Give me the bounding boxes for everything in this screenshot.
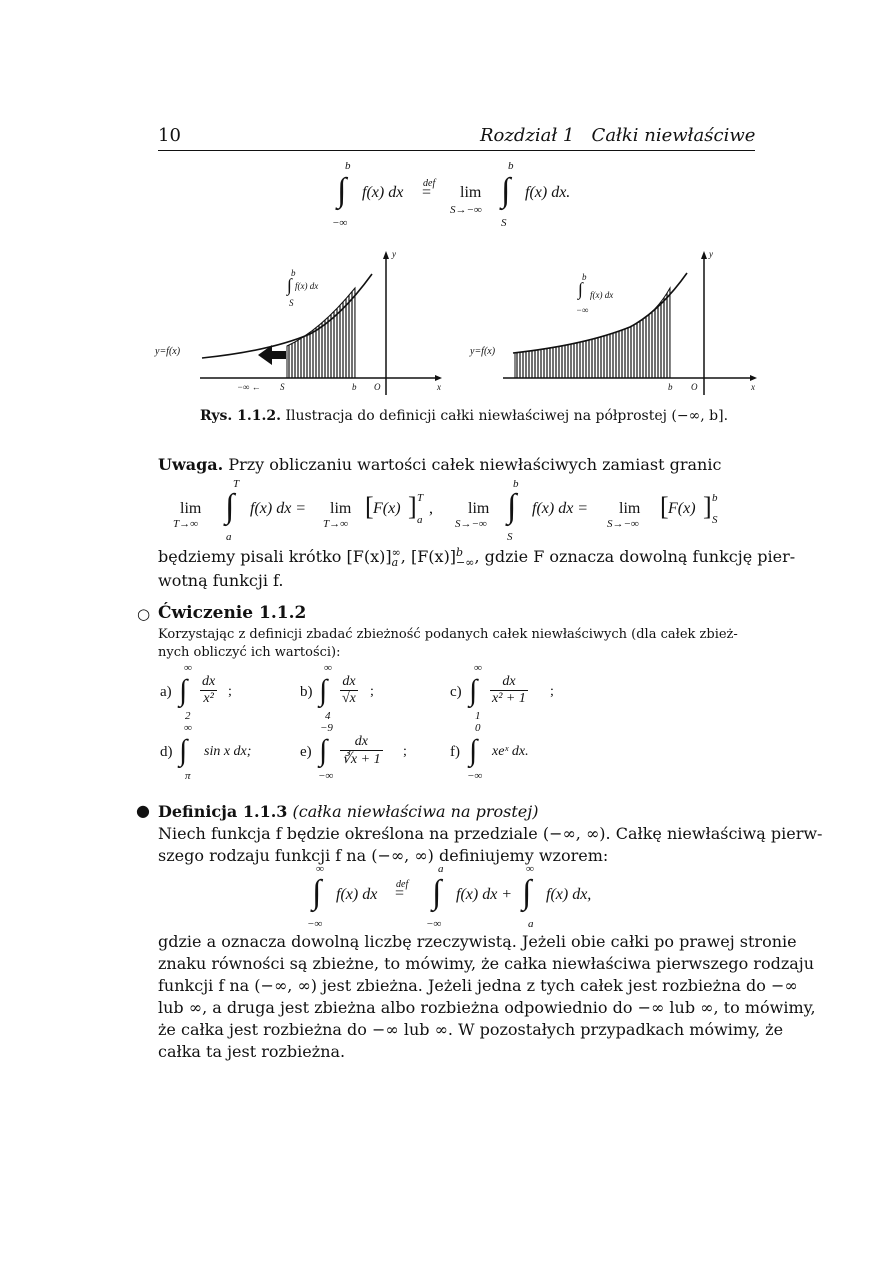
top-int2-lower: S [501, 217, 507, 229]
left-x-label: x [437, 382, 441, 392]
remark-after-b-low: −∞ [456, 555, 475, 569]
left-int-lower: S [289, 298, 294, 308]
definition-para-0: gdzie a oznacza dowolną liczbę rzeczywistą. Jeżeli obie całki po prawej stronie [158, 932, 797, 951]
item-e-num: dx [340, 734, 383, 751]
definition-para-4: że całka jest rozbieżna do −∞ lub ∞. W pozostałych przypadkach mówimy, że [158, 1020, 784, 1039]
page-number: 10 [158, 125, 181, 146]
caption-label: Rys. 1.1.2. [200, 408, 281, 424]
remark-after-line1 [158, 545, 796, 569]
f1-lim2-sub: T→∞ [323, 518, 348, 530]
figure-right [465, 245, 765, 405]
remark-intro [158, 454, 758, 476]
top-formula [320, 160, 620, 235]
running-title: Rozdział 1 Całki niewłaściwe [480, 125, 756, 146]
item-f-upper: 0 [475, 722, 481, 734]
exercise-text-2: nych obliczyć ich wartości): [158, 645, 341, 660]
remark-formula-2 [450, 478, 750, 548]
right-int-body: f(x) dx [590, 290, 614, 300]
remark-formula-1 [170, 478, 450, 548]
item-c-den: x² + 1 [492, 691, 526, 706]
item-d-lower: π [185, 770, 191, 782]
item-c-num: dx [490, 674, 528, 691]
f1-lim: lim [180, 500, 202, 517]
figure-right-svg [465, 245, 765, 405]
left-curve-label: y=f(x) [155, 346, 181, 357]
remark-label: Uwaga. [158, 455, 224, 474]
f2-br-upper: b [712, 492, 718, 504]
remark-after-a-up: ∞ [391, 545, 401, 559]
definition-line2: szego rodzaju funkcji f na (−∞, ∞) definiujemy wzorem: [158, 846, 609, 865]
item-e-lower: −∞ [318, 770, 334, 782]
def-int1: ∫ [312, 874, 322, 911]
top-int2-sign: ∫ [501, 172, 511, 209]
definition-line1: Niech funkcja f będzie określona na przedziale (−∞, ∞). Całkę niewłaściwą pierw- [158, 824, 823, 843]
f2-lim: lim [468, 500, 490, 517]
def-u1: ∞ [316, 863, 324, 875]
top-int1-lower: −∞ [332, 217, 348, 229]
item-e-upper: −9 [320, 722, 333, 734]
item-f-int: ∫ [469, 734, 478, 767]
figure-left-svg [150, 245, 450, 405]
top-int2-upper: b [508, 160, 514, 172]
item-e-frac [340, 734, 383, 768]
item-a-num: dx [202, 674, 216, 689]
remark-after-line2: wotną funkcji f. [158, 571, 284, 590]
f1-int-sign: ∫ [225, 488, 235, 525]
top-int1-upper: b [345, 160, 351, 172]
exercise-item-a [160, 662, 280, 724]
item-a-den: x² [203, 691, 214, 706]
f1-rbracket: ] [408, 492, 417, 521]
def-l1: −∞ [307, 918, 323, 930]
item-e-label: e) [300, 744, 312, 760]
item-b-upper: ∞ [324, 662, 332, 674]
remark-after-b-up: b [456, 545, 464, 559]
top-int1-sign: ∫ [337, 172, 347, 209]
f1-body: f(x) dx = [250, 500, 307, 517]
def-u2: a [438, 863, 444, 875]
definition-marker: ● [136, 801, 150, 820]
item-a-tail: ; [228, 684, 232, 699]
f2-bracket: F(x) [668, 500, 696, 517]
left-int-upper: b [291, 268, 296, 278]
f1-lbracket: [ [365, 492, 374, 521]
f2-lim2-sub: S→−∞ [607, 518, 639, 530]
item-a-label: a) [160, 684, 172, 700]
def-eq: = [395, 885, 405, 902]
exercise-item-b [300, 662, 420, 724]
f1-upper: T [233, 478, 240, 490]
top-lim-sub: S→−∞ [450, 204, 482, 216]
remark-after-tail: , gdzie F oznacza dowolną funkcję pier- [474, 547, 796, 566]
f2-rbracket: ] [703, 492, 712, 521]
item-a-int: ∫ [179, 674, 188, 707]
item-b-den: √x [342, 691, 356, 706]
f2-upper: b [513, 478, 519, 490]
top-def: def [423, 178, 436, 189]
def-b2: f(x) dx + [456, 886, 513, 903]
item-d-label: d) [160, 744, 173, 760]
f2-lim2: lim [619, 500, 641, 517]
exercise-item-d [160, 722, 300, 784]
f2-br-lower: S [712, 514, 718, 526]
item-b-label: b) [300, 684, 313, 700]
exercise-title: Ćwiczenie 1.1.2 [158, 603, 307, 623]
def-l3: a [528, 918, 534, 930]
item-c-frac [490, 674, 528, 707]
item-f-body: xeˣ dx. [492, 744, 529, 759]
definition-subtitle: (całka niewłaściwa na prostej) [292, 802, 539, 821]
figure-caption [200, 408, 740, 424]
top-int1-body: f(x) dx [362, 184, 404, 201]
top-int2-body: f(x) dx. [525, 184, 571, 201]
item-c-tail: ; [550, 684, 554, 699]
f2-int-sign: ∫ [507, 488, 517, 525]
exercise-item-f [450, 722, 590, 784]
item-d-body: sin x dx; [204, 744, 252, 759]
definition-para-5: całka ta jest rozbieżna. [158, 1042, 346, 1061]
item-d-upper: ∞ [184, 722, 192, 734]
left-int-body: f(x) dx [295, 281, 319, 291]
item-a-upper: ∞ [184, 662, 192, 674]
f1-br-lower: a [417, 514, 423, 526]
definition-formula [290, 863, 630, 933]
top-equals: = [422, 184, 432, 201]
left-tick-S: S [280, 382, 285, 392]
right-int-lower: −∞ [576, 305, 589, 315]
item-c-label: c) [450, 684, 462, 700]
item-b-tail: ; [370, 684, 374, 699]
left-tick-b: b [352, 382, 357, 392]
right-tick-O: O [691, 382, 698, 392]
item-f-label: f) [450, 744, 460, 760]
exercise-marker: ○ [137, 605, 151, 623]
item-b-int: ∫ [319, 674, 328, 707]
figure-left [150, 245, 450, 405]
right-tick-b: b [668, 382, 673, 392]
f1-lower: a [226, 531, 232, 543]
right-x-label: x [751, 382, 755, 392]
right-int-upper: b [582, 272, 587, 282]
exercise-item-c [450, 662, 590, 724]
definition-heading [158, 801, 538, 823]
f1-lim-sub: T→∞ [173, 518, 198, 530]
left-int-sign: ∫ [287, 275, 292, 295]
item-e-tail: ; [403, 744, 407, 759]
remark-after-a-low: a [391, 555, 399, 569]
exercise-text-1: Korzystając z definicji zbadać zbieżność podanych całek niewłaściwych (dla całek zbież- [158, 627, 738, 642]
f1-lim2: lim [330, 500, 352, 517]
definition-para-3: lub ∞, a druga jest zbieżna albo rozbieżna odpowiednio do −∞ lub ∞, to mówimy, [158, 998, 816, 1017]
left-y-label: y [392, 249, 396, 259]
f2-lim-sub: S→−∞ [455, 518, 487, 530]
def-l2: −∞ [426, 918, 442, 930]
item-b-lower: 4 [325, 710, 331, 722]
remark-after-mid: , [F(x)] [400, 547, 457, 566]
item-c-upper: ∞ [474, 662, 482, 674]
remark-text: Przy obliczaniu wartości całek niewłaściwych zamiast granic [228, 455, 722, 474]
right-curve-label: y=f(x) [470, 346, 496, 357]
exercise-item-e [300, 722, 440, 784]
item-e-den: ∛x + 1 [342, 752, 381, 767]
right-int-sign: ∫ [578, 279, 583, 299]
item-c-int: ∫ [469, 674, 478, 707]
caption-text: Ilustracja do definicji całki niewłaściwej na półprostej (−∞, b]. [285, 408, 729, 424]
remark-after-a: będziemy pisali krótko [F(x)] [158, 547, 392, 566]
item-e-int: ∫ [319, 734, 328, 767]
left-tick-infty: −∞ ← [237, 382, 261, 392]
header-rule [158, 150, 755, 151]
item-c-lower: 1 [475, 710, 481, 722]
item-a-frac [200, 674, 217, 707]
definition-title: Definicja 1.1.3 [158, 802, 288, 821]
top-lim: lim [460, 184, 482, 201]
def-b3: f(x) dx, [546, 886, 592, 903]
item-b-num: dx [340, 674, 358, 691]
definition-para-2: funkcji f na (−∞, ∞) jest zbieżna. Jeżeli jedna z tych całek jest rozbieżna do −∞ [158, 976, 798, 995]
def-int3: ∫ [522, 874, 532, 911]
right-shaded-area [515, 288, 670, 378]
left-shaded-area [287, 288, 355, 378]
f2-lower: S [507, 531, 513, 543]
definition-para-1: znaku równości są zbieżne, to mówimy, że całka niewłaściwa pierwszego rodzaju [158, 954, 815, 973]
right-y-label: y [709, 249, 713, 259]
def-def: def [396, 879, 409, 890]
item-b-frac [340, 674, 358, 707]
f2-lbracket: [ [660, 492, 669, 521]
item-f-lower: −∞ [467, 770, 483, 782]
f1-comma: , [429, 500, 433, 517]
left-tick-O: O [374, 382, 381, 392]
def-b1: f(x) dx [336, 886, 378, 903]
item-a-lower: 2 [185, 710, 191, 722]
f1-bracket: F(x) [373, 500, 401, 517]
f2-body: f(x) dx = [532, 500, 589, 517]
item-d-int: ∫ [179, 734, 188, 767]
f1-br-upper: T [417, 492, 424, 504]
def-int2: ∫ [432, 874, 442, 911]
def-u3: ∞ [526, 863, 534, 875]
